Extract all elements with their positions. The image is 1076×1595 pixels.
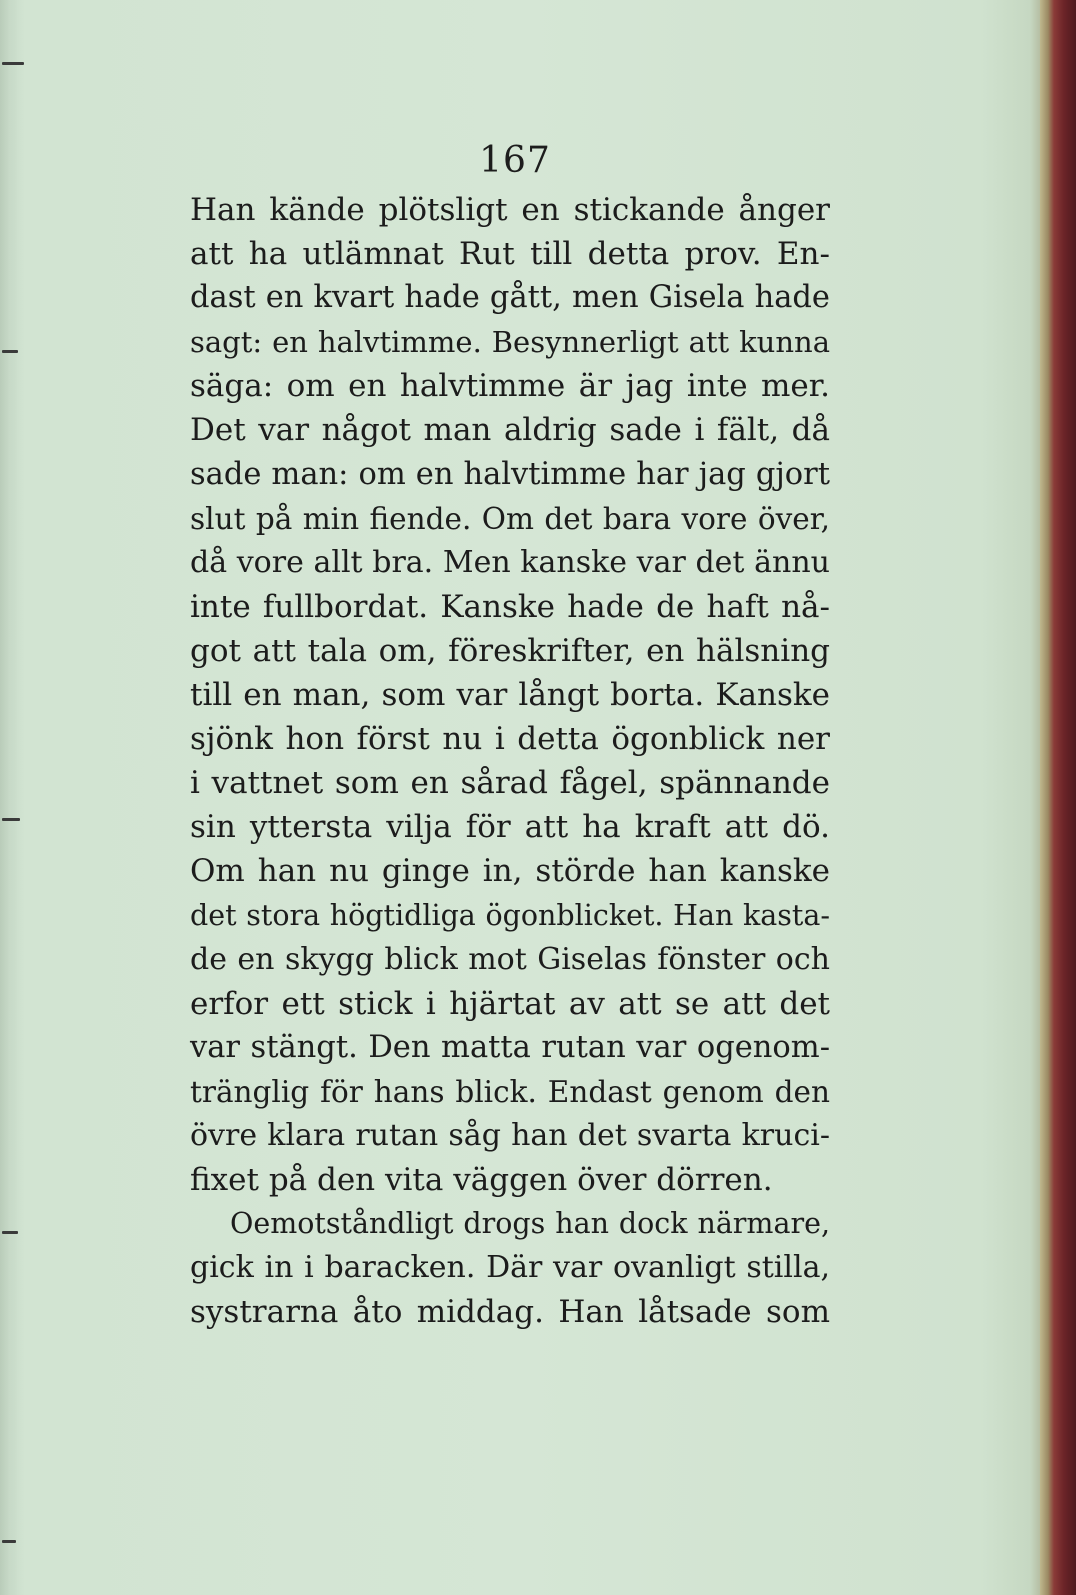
- text-line: då vore allt bra. Men kanske var det ännu: [190, 544, 830, 580]
- text-line: de en skygg blick mot Giselas fönster och: [190, 941, 830, 977]
- binding-stitch: [2, 350, 18, 353]
- text-line: sjönk hon först nu i detta ögonblick ner: [190, 721, 830, 758]
- text-line: fixet på den vita väggen över dörren.: [190, 1162, 773, 1199]
- text-line: Om han nu ginge in, störde han kanske: [190, 853, 830, 890]
- text-line: inte fullbordat. Kanske hade de haft nå-: [190, 588, 830, 625]
- body-text: [190, 188, 830, 1334]
- text-line: att ha utlämnat Rut till detta prov. En-: [190, 236, 830, 273]
- binding-stitch: [2, 1231, 18, 1234]
- text-line: sagt: en halvtimme. Besynnerligt att kunna: [190, 325, 830, 360]
- text-line: det stora högtidliga ögonblicket. Han kasta-: [190, 898, 830, 932]
- page-number: 167: [479, 140, 551, 181]
- text-line: gick in i baracken. Där var ovanligt stilla,: [190, 1250, 830, 1286]
- text-line: systrarna åto middag. Han låtsade som: [190, 1294, 830, 1331]
- text-line: övre klara rutan såg han det svarta kruci-: [190, 1117, 830, 1153]
- text-line: tränglig för hans blick. Endast genom den: [190, 1074, 830, 1109]
- text-line: till en man, som var långt borta. Kanske: [190, 677, 830, 714]
- text-line: Han kände plötsligt en stickande ånger: [190, 192, 830, 228]
- binding-stitch: [2, 818, 20, 821]
- text-line: sade man: om en halvtimme har jag gjort: [190, 456, 830, 492]
- text-line: sin yttersta vilja för att ha kraft att dö.: [190, 809, 830, 846]
- book-cover-edge: [1040, 0, 1076, 1595]
- text-line: säga: om en halvtimme är jag inte mer.: [190, 368, 830, 405]
- text-line: dast en kvart hade gått, men Gisela hade: [190, 280, 830, 316]
- binding-stitch: [2, 62, 24, 65]
- binding-edge: [0, 0, 18, 1595]
- text-line: Oemotståndligt drogs han dock närmare,: [230, 1207, 830, 1241]
- binding-stitch: [2, 1540, 16, 1543]
- text-line: slut på min fiende. Om det bara vore över,: [190, 501, 830, 536]
- text-line: var stängt. Den matta rutan var ogenom-: [190, 1029, 830, 1065]
- text-line: erfor ett stick i hjärtat av att se att det: [190, 985, 830, 1022]
- text-line: i vattnet som en sårad fågel, spännande: [190, 765, 830, 802]
- text-line: Det var något man aldrig sade i fält, då: [190, 412, 830, 449]
- paragraph: [190, 188, 830, 1202]
- text-line: got att tala om, föreskrifter, en hälsning: [190, 632, 830, 669]
- paragraph: [190, 1202, 830, 1334]
